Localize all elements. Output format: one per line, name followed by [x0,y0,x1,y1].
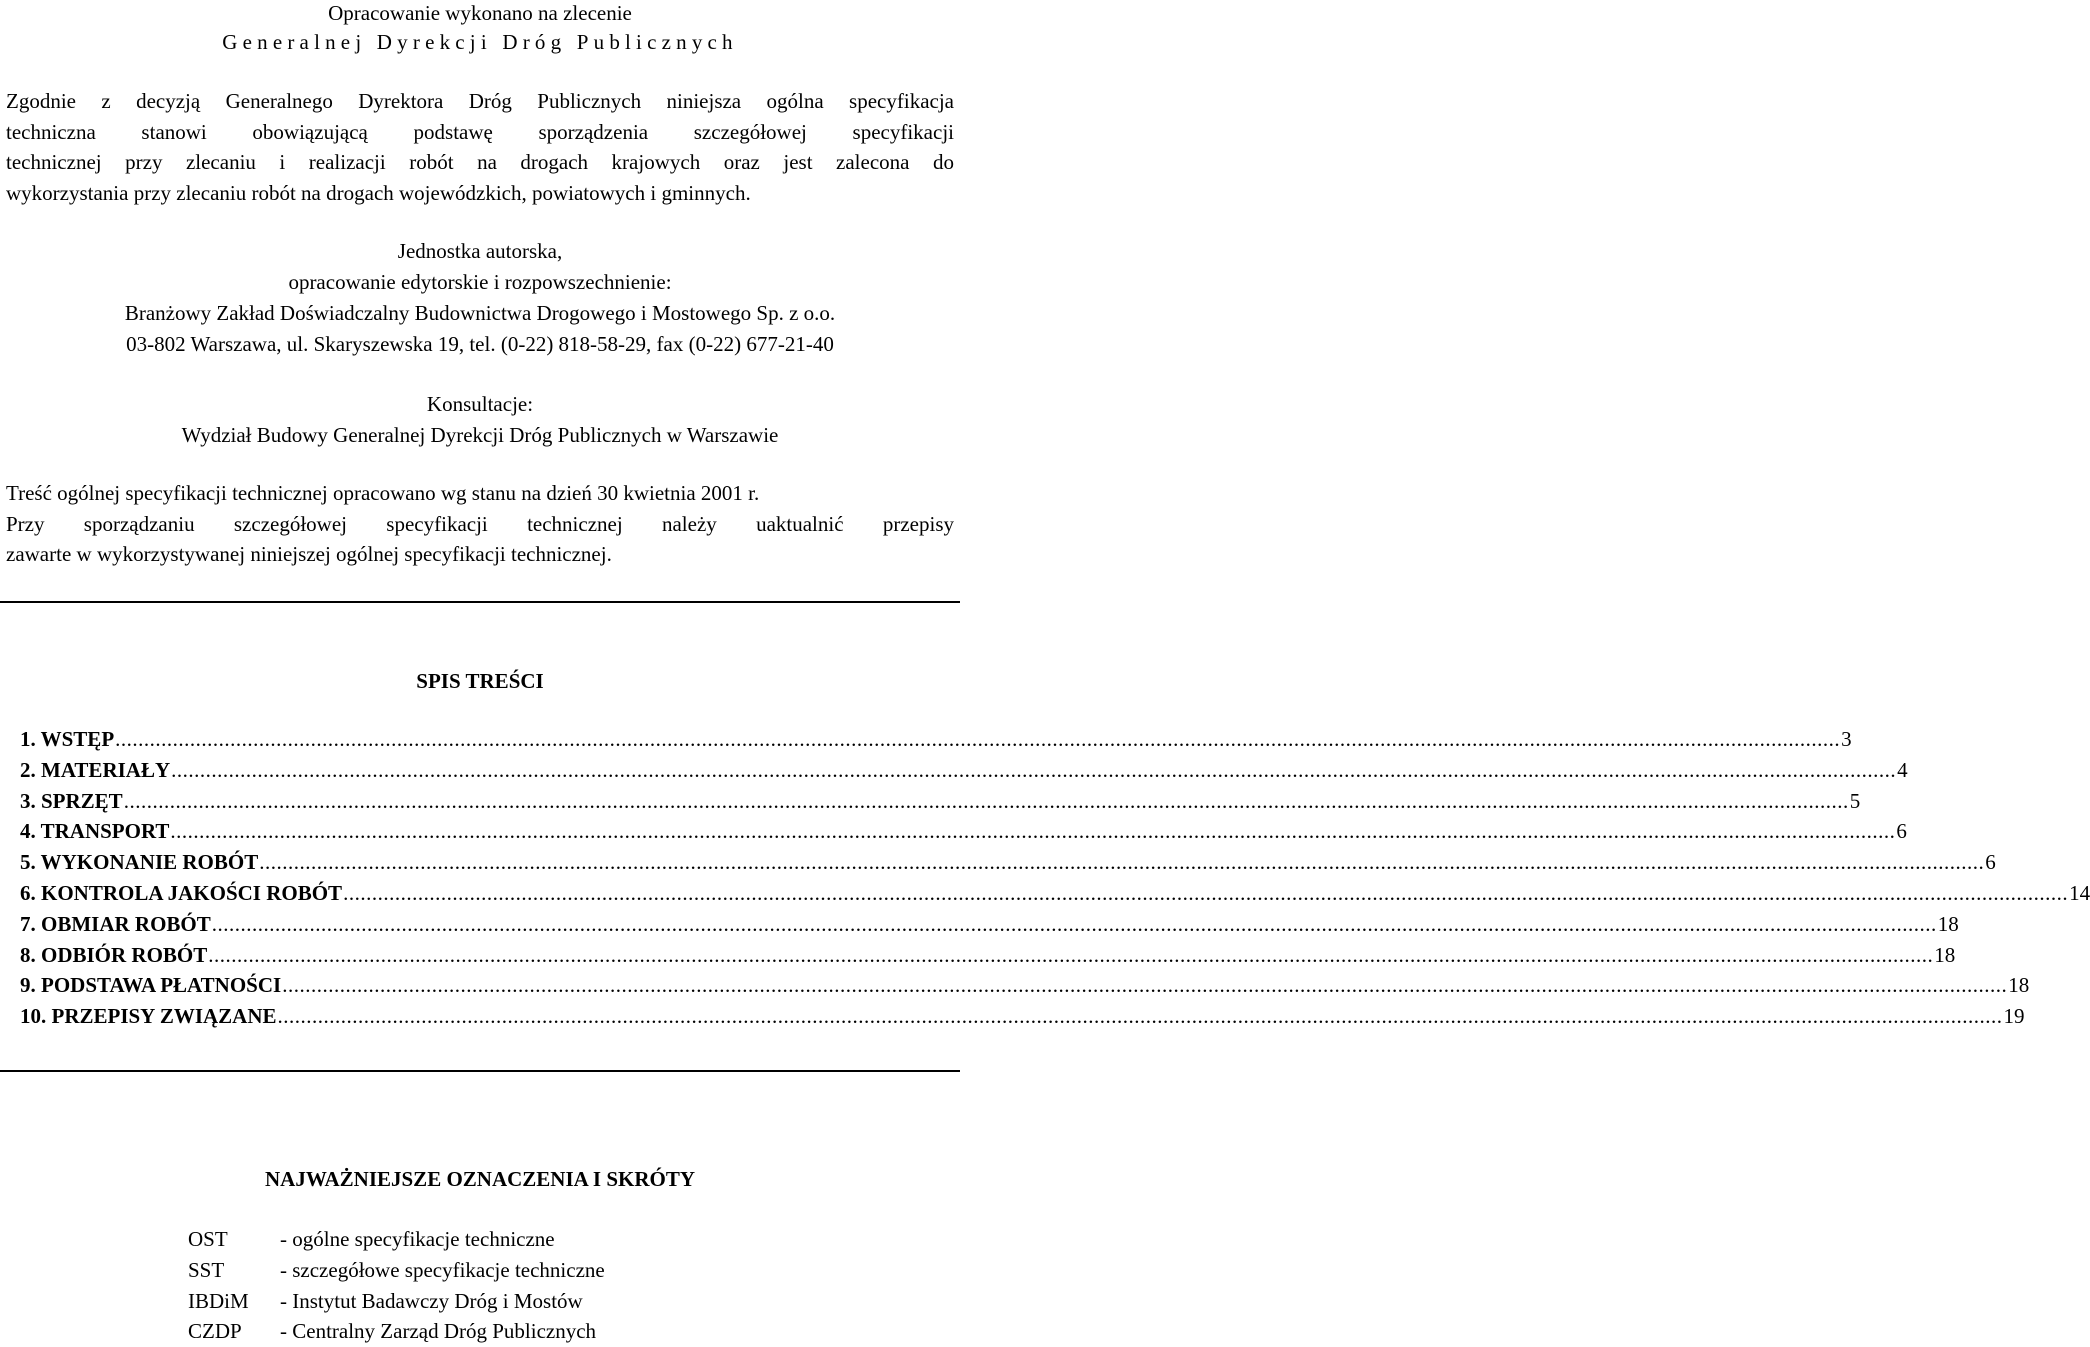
toc-item-label: 2. MATERIAŁY [20,757,171,782]
note-line: Treść ogólnej specyfikacji technicznej opracowano wg stanu na dzień 30 kwietnia 2001 r. [6,481,760,505]
toc-leader-dots: ............................................................................................................................................................................................................................................................................................................ [171,757,1897,782]
toc-leader-dots: ............................................................................................................................................................................................................................................................................................................ [115,727,1841,751]
abbreviations-title: NAJWAŻNIEJSZE OZNACZENIA I SKRÓTY [264,1167,696,1191]
toc-leader-dots: ............................................................................................................................................................................................................................................................................................................ [277,1004,2003,1029]
toc-item-label: 5. WYKONANIE ROBÓT [20,850,259,875]
intro-line: techniczna stanowi obowiązującą podstawę sporządzenia szczegółowej specyfikacji [6,119,954,144]
abbreviation-term: CZDP [188,1319,242,1344]
abbreviation-term: SST [188,1257,225,1282]
toc-item [20,757,1908,789]
abbreviation-term: IBDiM [188,1288,249,1313]
toc-leader-dots: ............................................................................................................................................................................................................................................................................................................ [259,850,1985,875]
abbreviation-description: - Instytut Badawczy Dróg i Mostów [280,1288,583,1313]
toc-item [20,911,1959,943]
author-line-4: 03-802 Warszawa, ul. Skaryszewska 19, tel. (0-22) 818-58-29, fax (0-22) 677-21-40 [126,332,834,356]
toc-item-page: 4 [1897,757,1908,782]
intro-line: wykorzystania przy zlecaniu robót na drogach wojewódzkich, powiatowych i gminnych. [6,180,751,205]
toc-item-page: 18 [1934,942,1956,967]
toc-item-label: 4. TRANSPORT [20,819,170,844]
abbreviations-list [188,1224,605,1347]
divider [0,601,960,603]
toc-item-page: 19 [2003,1004,2025,1029]
intro-line: technicznej przy zlecaniu i realizacji robót na drogach krajowych oraz jest zalecona do [6,150,954,174]
toc-item-page: 6 [1985,850,1996,875]
abbreviation-term: OST [188,1227,228,1251]
toc-item [20,1004,2025,1035]
toc-item [20,880,2090,912]
toc-title: SPIS TREŚCI [416,669,544,693]
toc-item [20,788,1861,820]
toc-item [20,727,1852,758]
divider [0,1070,960,1072]
note-line: zawarte w wykorzystywanej niniejszej ogólnej specyfikacji technicznej. [6,542,612,566]
toc-item-page: 5 [1849,788,1861,813]
abbreviation-description: - Centralny Zarząd Dróg Publicznych [280,1319,597,1344]
toc-leader-dots: ............................................................................................................................................................................................................................................................................................................ [170,819,1896,844]
toc-item-page: 6 [1896,819,1907,844]
toc-leader-dots: ............................................................................................................................................................................................................................................................................................................ [208,942,1934,967]
abbreviation-item [188,1286,605,1317]
header-line-2: Generalnej Dyrekcji Dróg Publicznych [222,30,738,54]
toc-item [20,973,2030,1004]
toc-item-page: 3 [1841,727,1852,751]
toc-item [20,850,1996,881]
table-of-contents [20,727,2090,1035]
toc-item-label: 8. ODBIÓR ROBÓT [20,942,208,967]
abbreviation-item [188,1255,605,1286]
toc-item-label: 3. SPRZĘT [20,788,123,813]
toc-item-label: 7. OBMIAR ROBÓT [20,911,211,936]
intro-line: Zgodnie z decyzją Generalnego Dyrektora Dróg Publicznych niniejsza ogólna specyfikacja [6,89,954,113]
note-paragraph [6,478,954,570]
toc-leader-dots: ............................................................................................................................................................................................................................................................................................................ [211,911,1937,936]
consult-line-1: Konsultacje: [426,392,534,416]
toc-item-page: 18 [2008,973,2030,998]
abbreviation-description: - szczegółowe specyfikacje techniczne [280,1257,605,1282]
toc-leader-dots: ............................................................................................................................................................................................................................................................................................................ [123,788,1849,813]
abbreviation-item [188,1224,605,1255]
consult-line-2: Wydział Budowy Generalnej Dyrekcji Dróg Publicznych w Warszawie [181,423,779,447]
toc-item-label: 1. WSTĘP [20,727,115,751]
toc-item-label: 9. PODSTAWA PŁATNOŚCI [20,973,282,998]
abbreviation-description: - ogólne specyfikacje techniczne [280,1227,555,1251]
toc-item-label: 10. PRZEPISY ZWIĄZANE [20,1004,277,1029]
abbreviation-item [188,1316,605,1347]
note-line: Przy sporządzaniu szczegółowej specyfikacji technicznej należy uaktualnić przepisy [6,511,954,536]
toc-item [20,819,1907,850]
toc-item-label: 6. KONTROLA JAKOŚCI ROBÓT [20,880,343,905]
toc-leader-dots: ............................................................................................................................................................................................................................................................................................................ [282,973,2008,998]
intro-paragraph [6,86,954,208]
header-line-1: Opracowanie wykonano na zlecenie [328,1,632,25]
toc-item-page: 14 [2069,880,2090,905]
toc-item-page: 18 [1937,911,1959,936]
author-line-2: opracowanie edytorskie i rozpowszechnienie: [288,270,672,294]
author-line-3: Branżowy Zakład Doświadczalny Budownictwa Drogowego i Mostowego Sp. z o.o. [124,301,836,325]
toc-item [20,942,1956,974]
toc-leader-dots: ............................................................................................................................................................................................................................................................................................................ [343,880,2069,905]
author-line-1: Jednostka autorska, [397,239,563,263]
